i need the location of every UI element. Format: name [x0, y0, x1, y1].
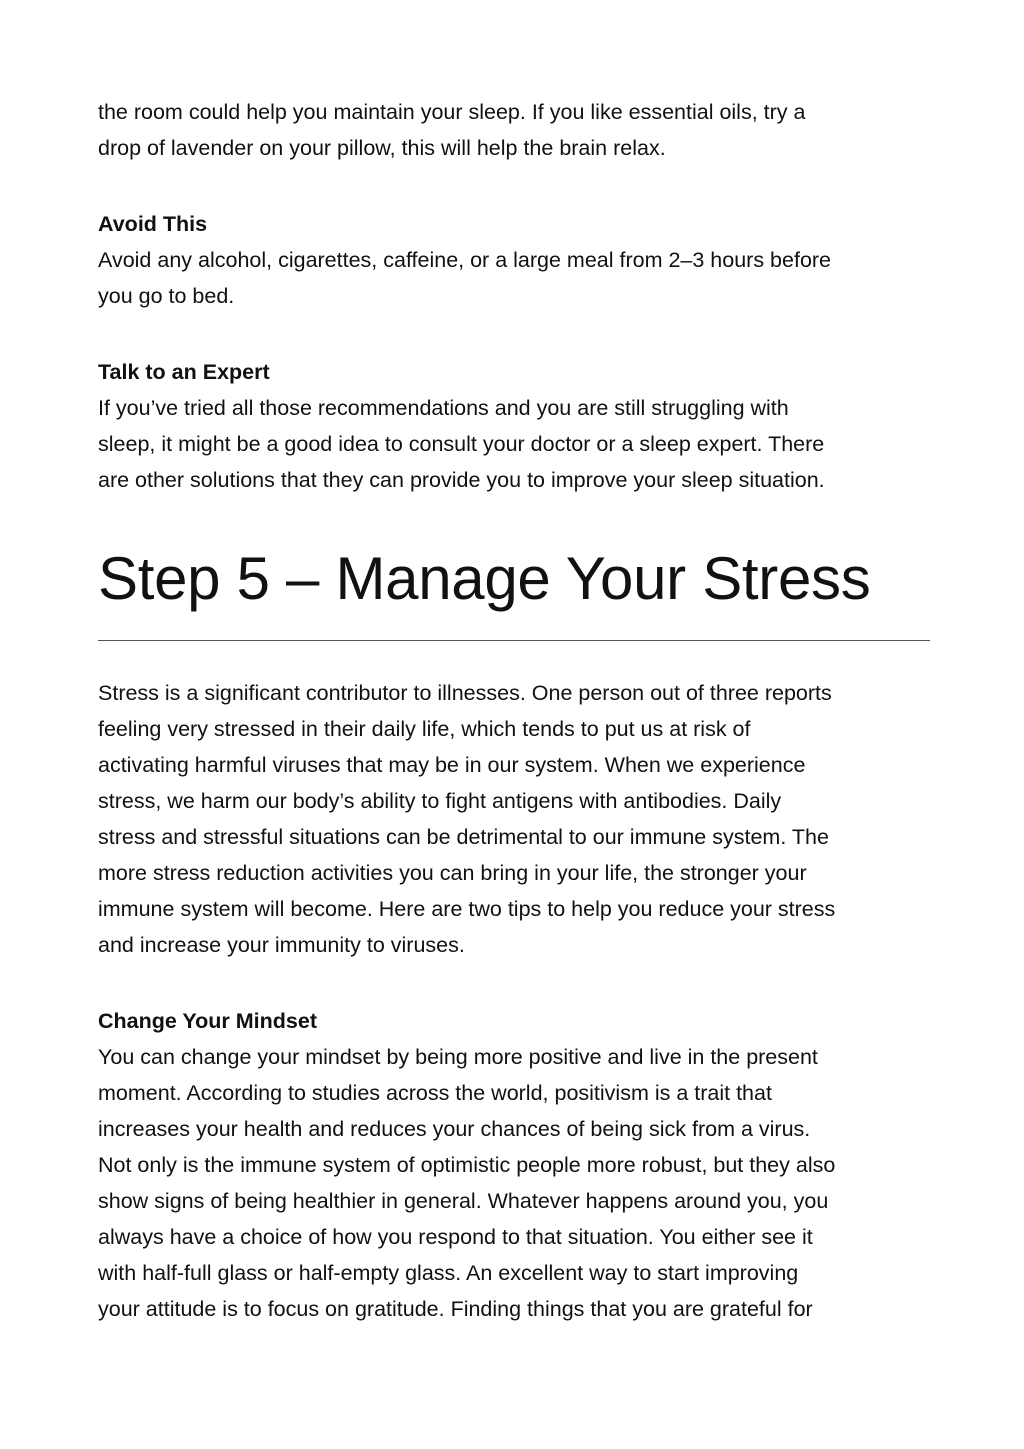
- talk-to-expert-paragraph: If you’ve tried all those recommendations and you are still struggling with sleep, it might be a good idea to consult your doctor or a sleep expert. There are other solutions that they can provide you to improve your sleep situation.: [98, 396, 825, 492]
- avoid-this-heading: Avoid This: [98, 212, 208, 236]
- change-mindset-heading: Change Your Mindset: [98, 1009, 317, 1033]
- spacer: [98, 498, 930, 544]
- document-page: [98, 94, 930, 1327]
- spacer: [98, 641, 930, 675]
- avoid-this-paragraph: Avoid any alcohol, cigarettes, caffeine, or a large meal from 2–3 hours before you go to bed.: [98, 248, 832, 308]
- step-5-heading: Step 5 – Manage Your Stress: [98, 545, 871, 612]
- spacer: [98, 314, 930, 354]
- step-5-intro-paragraph: Stress is a significant contributor to illnesses. One person out of three reports feeling very stressed in their daily life, which tends to put us at risk of activating harmful viruses that may be in our system. When we experience stress, we harm our body’s ability to fight antigens with antibodies. Daily stress and stressful situations can be detrimental to our immune system. The more stress reduction activities you can bring in your life, the stronger your immune system will become. Here are two tips to help you reduce your stress and increase your immunity to viruses.: [98, 681, 836, 957]
- talk-to-expert-heading: Talk to an Expert: [98, 360, 270, 384]
- spacer: [98, 963, 930, 1003]
- change-mindset-paragraph: You can change your mindset by being more positive and live in the present moment. According to studies across the world, positivism is a trait that increases your health and reduces your chances of being sick from a virus. Not only is the immune system of optimistic people more robust, but they also show signs of being healthier in general. Whatever happens around you, you always have a choice of how you respond to that situation. You either see it with half-full glass or half-empty glass. An excellent way to start improving your attitude is to focus on gratitude. Finding things that you are grateful for: [98, 1045, 836, 1321]
- intro-paragraph: the room could help you maintain your sleep. If you like essential oils, try a drop of lavender on your pillow, this will help the brain relax.: [98, 100, 806, 160]
- spacer: [98, 166, 930, 206]
